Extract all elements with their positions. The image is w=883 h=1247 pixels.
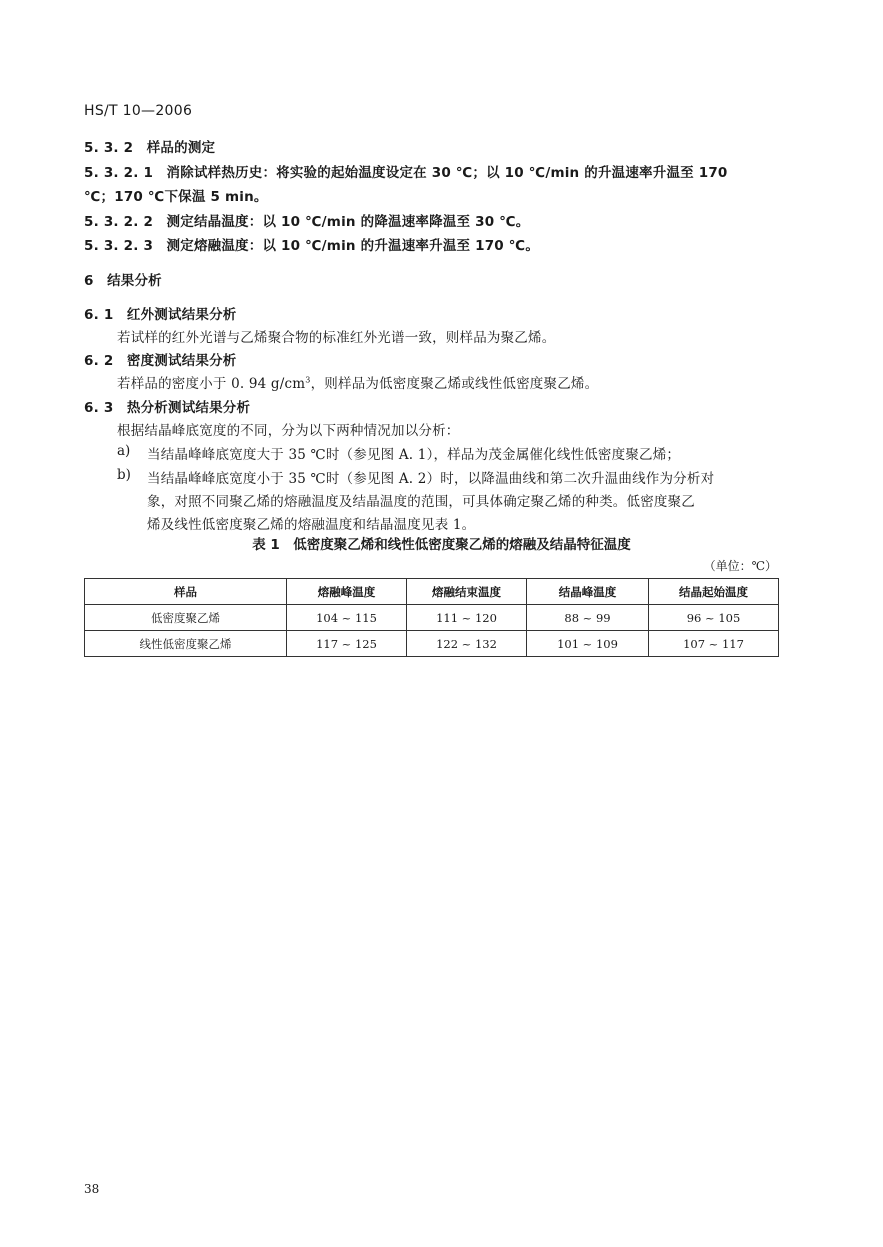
- section-title: 结果分析: [107, 273, 162, 289]
- paragraph-text: 测定结晶温度：以 10 ℃/min 的降温速率降温至 30 ℃。: [166, 214, 530, 230]
- temperature-table: [84, 578, 779, 657]
- table-row: [85, 605, 779, 631]
- section-5-3-2-1-line2: [84, 185, 268, 205]
- section-number: 5. 3. 2. 3: [84, 238, 154, 254]
- standard-code-header: HS/T 10—2006: [84, 103, 193, 119]
- section-number: 6. 3: [84, 400, 114, 416]
- table-header-cell: 熔融峰温度: [287, 579, 407, 605]
- table-header-cell: 结晶起始温度: [649, 579, 779, 605]
- table-header-cell: 结晶峰温度: [527, 579, 649, 605]
- table-cell: 低密度聚乙烯: [85, 605, 287, 631]
- table-cell: 117 ~ 125: [287, 631, 407, 657]
- section-6-2-body: [117, 372, 598, 392]
- section-title: 热分析测试结果分析: [126, 400, 251, 416]
- section-number: 5. 3. 2. 1: [84, 165, 154, 181]
- section-number: 5. 3. 2. 2: [84, 214, 154, 230]
- section-number: 6: [84, 273, 94, 289]
- section-6-1-body: 若试样的红外光谱与乙烯聚合物的标准红外光谱一致，则样品为聚乙烯。: [117, 330, 556, 346]
- table-cell: 线性低密度聚乙烯: [85, 631, 287, 657]
- list-item-label-b: b): [117, 467, 131, 483]
- section-number: 5. 3. 2: [84, 140, 134, 156]
- table-row: [85, 631, 779, 657]
- section-title: 密度测试结果分析: [126, 353, 237, 369]
- list-item-label-a: a): [117, 443, 131, 459]
- section-number: 6. 2: [84, 353, 114, 369]
- section-6-2-heading: [84, 349, 237, 369]
- section-title: 样品的测定: [146, 140, 216, 156]
- table-cell: 122 ~ 132: [407, 631, 527, 657]
- section-6-3-intro: 根据结晶峰底宽度的不同，分为以下两种情况加以分析：: [117, 423, 460, 439]
- section-6-1-heading: [84, 303, 237, 323]
- list-item-b-line3: 烯及线性低密度聚乙烯的熔融温度和结晶温度见表 1。: [147, 517, 476, 533]
- density-text-after: ，则样品为低密度聚乙烯或线性低密度聚乙烯。: [310, 376, 599, 392]
- table-cell: 104 ~ 115: [287, 605, 407, 631]
- paragraph-text: 测定熔融温度：以 10 ℃/min 的升温速率升温至 170 ℃。: [166, 238, 540, 254]
- list-item-b-line2: 象，对照不同聚乙烯的熔融温度及结晶温度的范围，可具体确定聚乙烯的种类。低密度聚乙: [147, 494, 695, 510]
- list-item-b-line1: 当结晶峰峰底宽度小于 35 ℃时（参见图 A. 2）时，以降温曲线和第二次升温曲线作为分析对: [147, 471, 715, 487]
- section-5-3-2-2: [84, 210, 529, 230]
- table-cell: 101 ~ 109: [527, 631, 649, 657]
- table-title: 表 1 低密度聚乙烯和线性低密度聚乙烯的熔融及结晶特征温度: [252, 537, 631, 553]
- table-unit-note: （单位：℃）: [703, 559, 777, 573]
- table-header-cell: 样品: [85, 579, 287, 605]
- section-5-3-2-1-line1: [84, 161, 728, 181]
- section-number: 6. 1: [84, 307, 114, 323]
- page-number: 38: [84, 1182, 100, 1196]
- section-title: 红外测试结果分析: [126, 307, 237, 323]
- table-cell: 111 ~ 120: [407, 605, 527, 631]
- section-5-3-2-3: [84, 234, 539, 254]
- paragraph-text: ℃；170 ℃下保温 5 min。: [84, 189, 268, 205]
- list-item-a-text: 当结晶峰峰底宽度大于 35 ℃时（参见图 A. 1），样品为茂金属催化线性低密度聚乙烯；: [147, 447, 681, 463]
- table-header-row: [85, 579, 779, 605]
- table-cell: 88 ~ 99: [527, 605, 649, 631]
- table-header-cell: 熔融结束温度: [407, 579, 527, 605]
- section-6-heading: [84, 269, 162, 289]
- table-cell: 107 ~ 117: [649, 631, 779, 657]
- table-cell: 96 ~ 105: [649, 605, 779, 631]
- section-6-3-heading: [84, 396, 250, 416]
- density-text-before: 若样品的密度小于 0. 94 g/cm: [117, 376, 306, 392]
- section-5-3-2-heading: [84, 136, 215, 156]
- superscript-3: 3: [305, 375, 311, 385]
- paragraph-text: 消除试样热历史：将实验的起始温度设定在 30 ℃；以 10 ℃/min 的升温速率升温至 170: [166, 165, 728, 181]
